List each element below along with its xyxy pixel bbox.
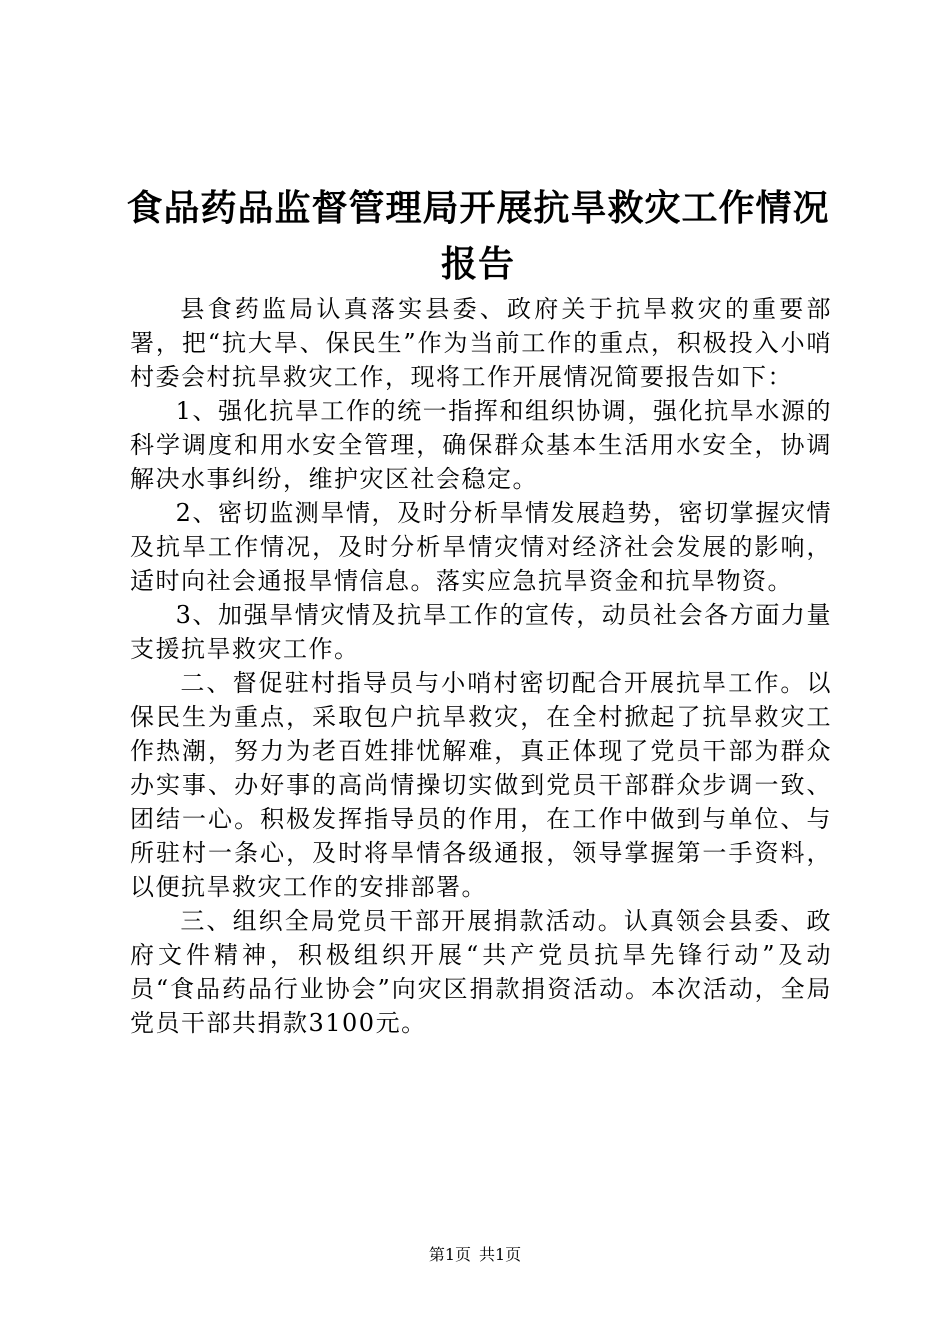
paragraph-item-1: 1、强化抗旱工作的统一指挥和组织协调，强化抗旱水源的科学调度和用水安全管理，确保群众基本生活用水安全，协调解决水事纠纷，维护灾区社会稳定。 [130,397,832,493]
paragraph-intro: 县食药监局认真落实县委、政府关于抗旱救灾的重要部署，把“抗大旱、保民生”作为当前工作的重点，积极投入小哨村委会村抗旱救灾工作，现将工作开展情况简要报告如下： [130,295,832,391]
paragraph-item-2: 2、密切监测旱情，及时分析旱情发展趋势，密切掌握灾情及抗旱工作情况，及时分析旱情灾情对经济社会发展的影响，适时向社会通报旱情信息。落实应急抗旱资金和抗旱物资。 [130,499,832,595]
page-number-current: 第1页 [428,1245,471,1264]
document-body [130,292,832,1040]
page-footer [0,1244,950,1266]
paragraph-section-2: 二、督促驻村指导员与小哨村密切配合开展抗旱工作。以保民生为重点，采取包户抗旱救灾，在全村掀起了抗旱救灾工作热潮，努力为老百姓排忧解难，真正体现了党员干部为群众办实事、办好事的高尚情操切实做到党员干部群众步调一致、团结一心。积极发挥指导员的作用，在工作中做到与单位、与所驻村一条心，及时将旱情各级通报，领导掌握第一手资料，以便抗旱救灾工作的安排部署。 [130,669,832,901]
paragraph-section-3: 三、组织全局党员干部开展捐款活动。认真领会县委、政府文件精神，积极组织开展“共产党员抗旱先锋行动”及动员“食品药品行业协会”向灾区捐款捐资活动。本次活动，全局党员干部共捐款3100元。 [130,907,832,1037]
paragraph-item-3: 3、加强旱情灾情及抗旱工作的宣传，动员社会各方面力量支援抗旱救灾工作。 [130,601,832,663]
document-title: 食品药品监督管理局开展抗旱救灾工作情况报告 [126,187,830,285]
page-number-total: 共1页 [479,1245,522,1264]
